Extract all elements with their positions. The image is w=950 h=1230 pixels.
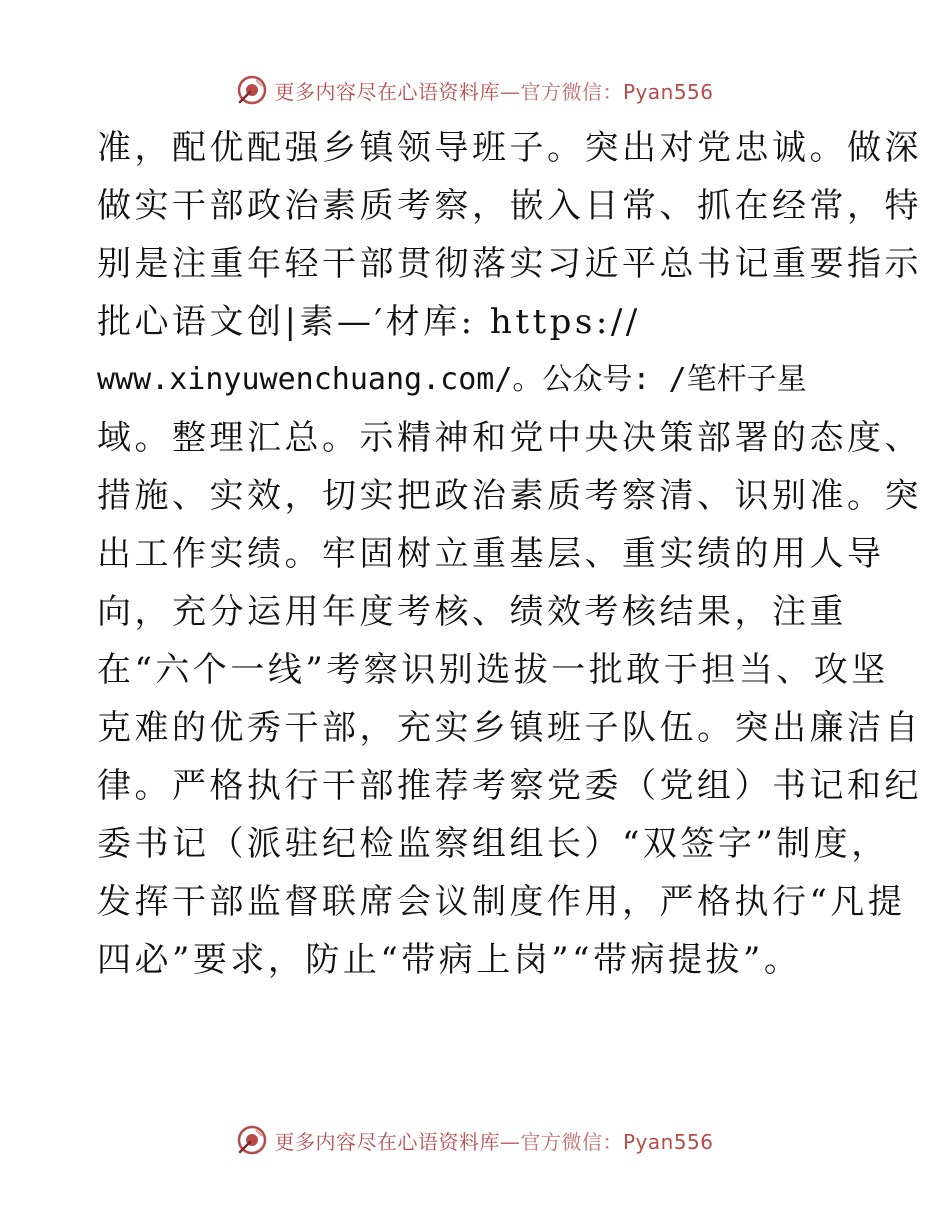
banner-left-text: 更多内容尽在心语资料库 xyxy=(274,79,500,104)
pen-seal-icon xyxy=(236,74,268,106)
body-line: www.xinyuwenchuang.com/。公众号: /笔杆子星 xyxy=(97,362,807,397)
body-line: 措施、实效，切实把政治素质考察清、识别准。突 xyxy=(97,476,922,516)
body-line: 四必”要求，防止“带病上岗”“带病提拔”。 xyxy=(97,940,802,980)
footer-banner xyxy=(0,1120,950,1160)
body-line: 域。整理汇总。示精神和党中央决策部署的态度、 xyxy=(97,418,922,458)
banner-mid-text: —官方微信： xyxy=(499,79,623,104)
body-line: 别是注重年轻干部贯彻落实习近平总书记重要指示 xyxy=(97,244,922,284)
body-line: 在“六个一线”考察识别选拔一批敢于担当、攻坚 xyxy=(97,650,889,690)
banner-text xyxy=(274,76,713,105)
footer-wechat-id: Pyan556 xyxy=(622,1129,714,1154)
footer-left-text: 更多内容尽在心语资料库 xyxy=(274,1129,500,1154)
footer-banner-text xyxy=(274,1126,713,1155)
body-line: 发挥干部监督联席会议制度作用，严格执行“凡提 xyxy=(97,882,906,922)
body-line: 准，配优配强乡镇领导班子。突出对党忠诚。做深 xyxy=(97,128,922,168)
body-line: 出工作实绩。牢固树立重基层、重实绩的用人导 xyxy=(97,534,885,574)
footer-mid-text: —官方微信： xyxy=(499,1129,623,1154)
pen-seal-icon xyxy=(236,1124,268,1156)
document-body xyxy=(97,124,922,994)
body-line: 向，充分运用年度考核、绩效考核结果，注重 xyxy=(97,592,847,632)
body-line: 克难的优秀干部，充实乡镇班子队伍。突出廉洁自 xyxy=(97,708,922,748)
body-line: 批心语文创|素—′材库: https:// xyxy=(97,302,641,342)
body-line: 委书记（派驻纪检监察组组长）“双签字”制度， xyxy=(97,824,889,864)
body-line: 做实干部政治素质考察，嵌入日常、抓在经常，特 xyxy=(97,186,922,226)
banner-wechat-id: Pyan556 xyxy=(622,79,714,104)
body-line: 律。严格执行干部推荐考察党委（党组）书记和纪 xyxy=(97,766,922,806)
header-banner xyxy=(0,70,950,110)
